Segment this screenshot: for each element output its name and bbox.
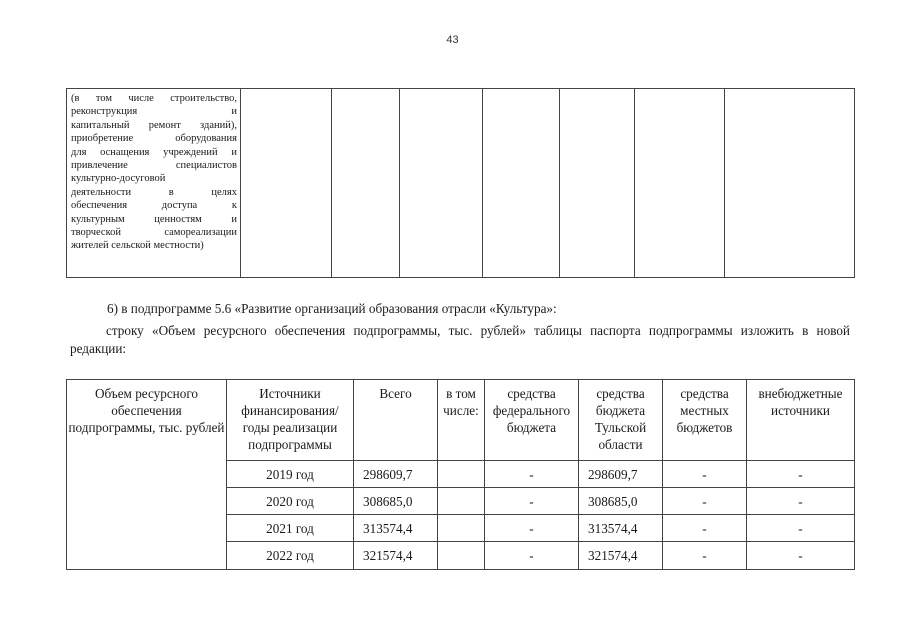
- header-local: средства местных бюджетов: [663, 380, 747, 461]
- local-cell: -: [663, 542, 747, 570]
- regional-cell: 298609,7: [579, 461, 663, 488]
- year-cell: 2022 год: [227, 542, 354, 570]
- header-extra: внебюджетные источники: [747, 380, 855, 461]
- total-cell: 298609,7: [354, 461, 438, 488]
- description-line: культурным ценностям и: [71, 213, 237, 225]
- description-line: (в том числе строительство,: [71, 93, 237, 104]
- federal-cell: -: [485, 542, 579, 570]
- empty-cell: [438, 488, 485, 515]
- regional-cell: 313574,4: [579, 515, 663, 542]
- description-line: для оснащения учреждений и: [71, 146, 237, 158]
- description-line: обеспечения доступа к: [71, 200, 237, 212]
- header-volume: Объем ресурсного обеспечения подпрограммы, тыс. рублей: [67, 380, 227, 570]
- empty-cell: [241, 89, 332, 278]
- continuation-description-cell: [67, 89, 241, 278]
- year-cell: 2021 год: [227, 515, 354, 542]
- local-cell: -: [663, 461, 747, 488]
- federal-cell: -: [485, 515, 579, 542]
- federal-cell: -: [485, 461, 579, 488]
- extra-cell: -: [747, 515, 855, 542]
- empty-cell: [560, 89, 635, 278]
- year-cell: 2020 год: [227, 488, 354, 515]
- header-sources: Источники финансирования/ годы реализации подпрограммы: [227, 380, 354, 461]
- resource-table: [66, 379, 855, 570]
- header-total: Всего: [354, 380, 438, 461]
- page-number: 43: [446, 34, 459, 46]
- paragraph-subprogram-heading: 6) в подпрограмме 5.6 «Развитие организаций образования отрасли «Культура»:: [107, 301, 557, 316]
- header-federal: средства федерального бюджета: [485, 380, 579, 461]
- empty-cell: [483, 89, 560, 278]
- regional-cell: 321574,4: [579, 542, 663, 570]
- description-line: привлечение специалистов: [71, 160, 237, 172]
- total-cell: 321574,4: [354, 542, 438, 570]
- description-line: деятельности в целях: [71, 186, 237, 198]
- empty-cell: [332, 89, 400, 278]
- local-cell: -: [663, 488, 747, 515]
- description-line: жителей сельской местности): [71, 240, 204, 252]
- empty-cell: [438, 515, 485, 542]
- extra-cell: -: [747, 488, 855, 515]
- total-cell: 308685,0: [354, 488, 438, 515]
- description-line: капитальный ремонт зданий),: [71, 119, 237, 131]
- year-cell: 2019 год: [227, 461, 354, 488]
- description-line: реконструкция и: [71, 106, 237, 118]
- empty-cell: [725, 89, 855, 278]
- extra-cell: -: [747, 542, 855, 570]
- empty-cell: [635, 89, 725, 278]
- total-cell: 313574,4: [354, 515, 438, 542]
- description-line: культурно-досуговой: [71, 173, 166, 185]
- empty-cell: [400, 89, 483, 278]
- paragraph-instruction: строку «Объем ресурсного обеспечения подпрограммы, тыс. рублей» таблицы паспорта подпрограммы изложить в новой редакции:: [70, 323, 850, 356]
- header-regional: средства бюджета Тульской области: [579, 380, 663, 461]
- description-line: приобретение оборудования: [71, 133, 237, 145]
- continuation-table: [66, 88, 855, 278]
- regional-cell: 308685,0: [579, 488, 663, 515]
- empty-cell: [438, 542, 485, 570]
- federal-cell: -: [485, 488, 579, 515]
- header-including: в том числе:: [438, 380, 485, 461]
- empty-cell: [438, 461, 485, 488]
- local-cell: -: [663, 515, 747, 542]
- extra-cell: -: [747, 461, 855, 488]
- description-line: творческой самореализации: [71, 227, 237, 239]
